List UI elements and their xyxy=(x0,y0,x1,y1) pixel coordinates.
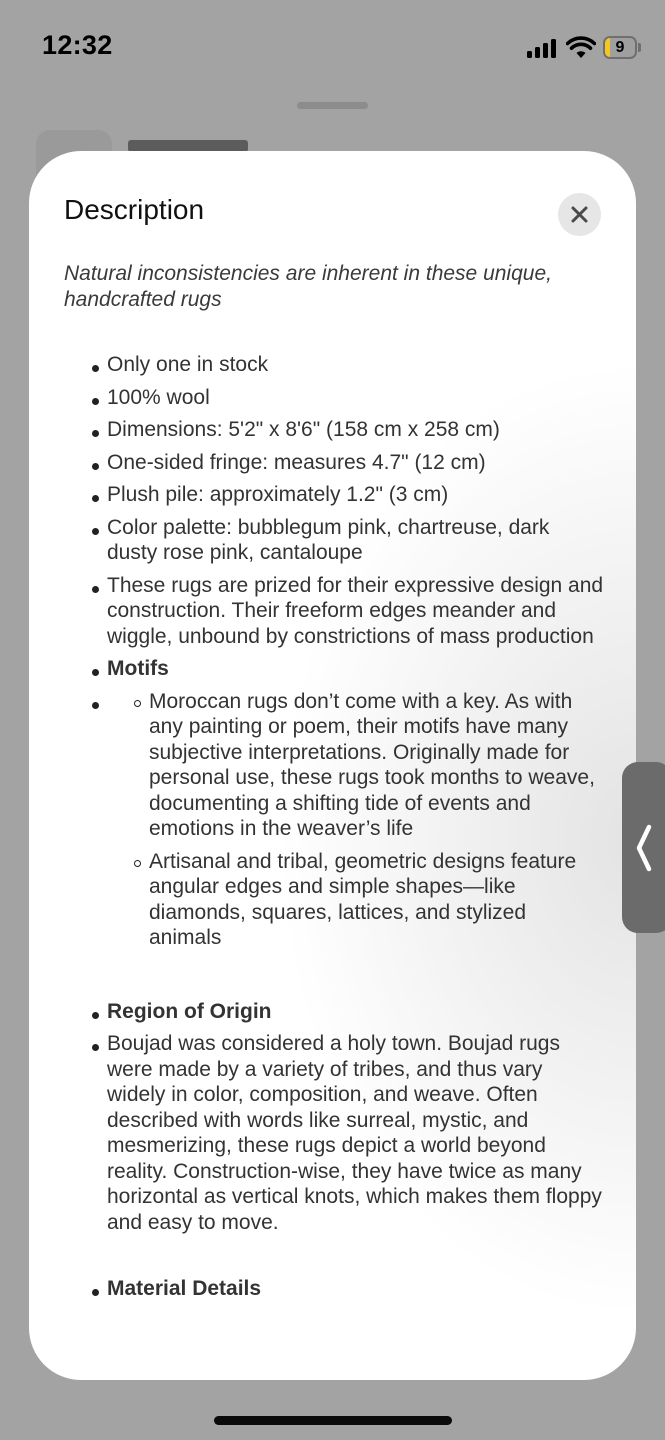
home-indicator[interactable] xyxy=(214,1416,452,1425)
battery-icon xyxy=(603,36,637,59)
sheet-grabber[interactable] xyxy=(297,102,368,109)
battery-cap xyxy=(638,43,641,52)
status-bar xyxy=(0,0,665,96)
list-item: Dimensions: 5'2" x 8'6" (158 cm x 258 cm) xyxy=(107,417,604,443)
list-item: One-sided fringe: measures 4.7" (12 cm) xyxy=(107,450,604,476)
close-button[interactable] xyxy=(558,193,601,236)
intro-text: Natural inconsistencies are inherent in these unique, handcrafted rugs xyxy=(64,262,552,311)
close-icon xyxy=(570,205,589,224)
motifs-list-item xyxy=(107,689,604,951)
signal-icon xyxy=(527,38,559,58)
description-content xyxy=(64,261,604,1309)
list-item: Color palette: bubblegum pink, chartreuse, dark dusty rose pink, cantaloupe xyxy=(107,515,604,566)
battery-level: 9 xyxy=(615,39,625,56)
feature-list xyxy=(64,352,604,1302)
sub-list-item: Moroccan rugs don’t come with a key. As with any painting or poem, their motifs have many subjective interpretations. Originally made for personal use, these rugs took months to weave, documenting a shifting tide of events and emotions in the weaver’s life xyxy=(149,689,604,842)
motifs-heading: Motifs xyxy=(107,656,604,682)
material-heading: Material Details xyxy=(107,1276,604,1302)
sub-list-item: Artisanal and tribal, geometric designs feature angular edges and simple shapes—like diamonds, squares, lattices, and stylized animals xyxy=(149,849,604,951)
description-modal xyxy=(29,151,636,1380)
list-item: Plush pile: approximately 1.2" (3 cm) xyxy=(107,482,604,508)
list-item: Only one in stock xyxy=(107,352,604,378)
list-item: These rugs are prized for their expressive design and construction. Their freeform edges meander and wiggle, unbound by constrictions of mass production xyxy=(107,573,604,648)
side-drawer-handle[interactable] xyxy=(622,762,665,933)
region-text: Boujad was considered a holy town. Boujad rugs were made by a variety of tribes, and thus vary widely in color, composition, and weave. Often described with words like surreal, mystic, and mesmerizing, these rugs depict a world beyond reality. Construction-wise, they have twice as many horizontal as vertical knots, which makes them floppy and easy to move. xyxy=(107,1031,604,1235)
wifi-icon xyxy=(566,36,596,60)
chevron-left-icon xyxy=(635,824,653,872)
list-item: 100% wool xyxy=(107,385,604,411)
region-heading: Region of Origin xyxy=(107,999,604,1025)
motifs-sublist xyxy=(107,689,604,951)
status-time: 12:32 xyxy=(42,30,113,60)
modal-title: Description xyxy=(64,194,205,225)
